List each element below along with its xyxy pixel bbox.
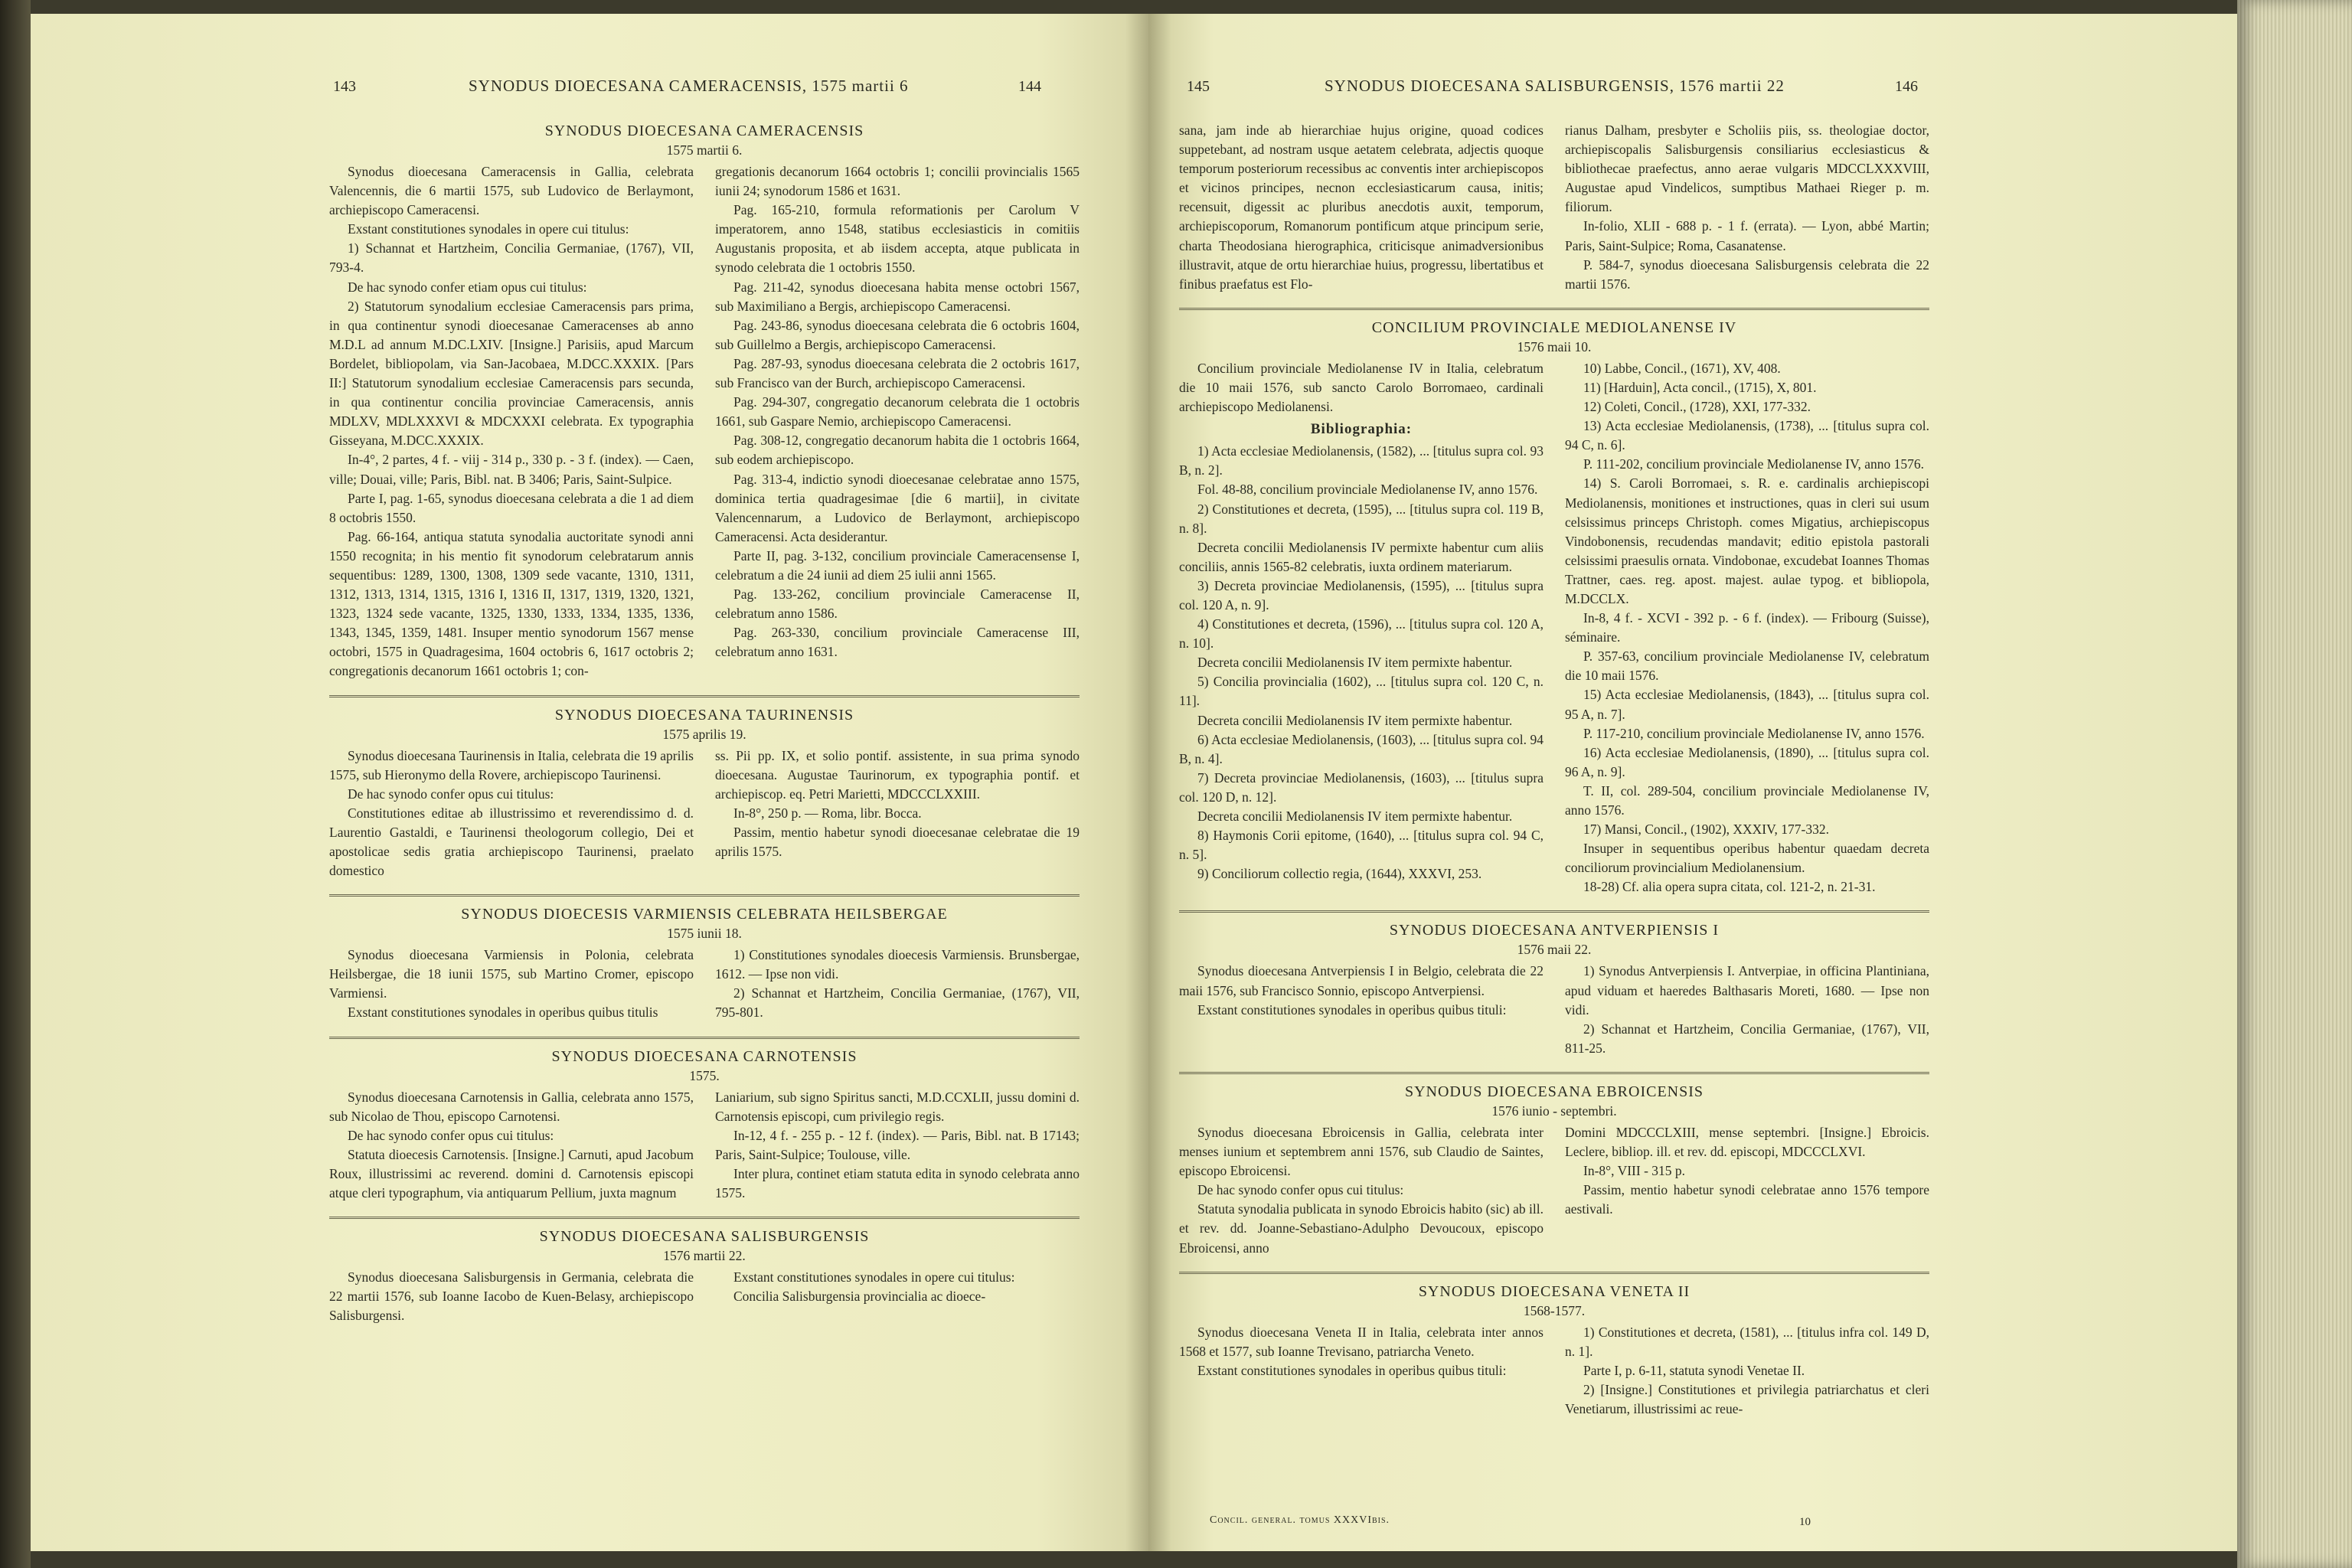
column-left	[1179, 1323, 1544, 1419]
gathering-number: 10	[1799, 1516, 1811, 1528]
paragraph: Pag. 165-210, formula reformationis per Carolum V imperatorem, anno 1548, statibus ecclesiasticis in comitiis Augustanis proposita, et ab iisdem accepta, atque publicata in synodo celebrata die 1 octobris 1550.	[715, 202, 1080, 276]
section-divider	[1179, 1272, 1929, 1274]
synod-section	[329, 121, 1080, 681]
paragraph: Pag. 211-42, synodus dioecesana habita mense octobri 1567, sub Maximiliano a Bergis, archiepiscopo Cameracensi.	[715, 279, 1080, 314]
paragraph: sana, jam inde ab hierarchiae hujus origine, quoad codices suppetebant, ad nostram usque aetatem celebrata, adjectis quoque temporum posteriorum recessibus ac conventis inter archiepiscopos et vicinos principes, necnon ecclesiasticarum causa, initis; recensuit, digessit ac pluribus anecdotis auxit, temporum, archiepiscoporum, Romanorum pontificum atque principum serie, charta Theodosiana hierographica, criticisque animadversionibus illustravit, atque de ortu hierarchiae huius, progressu, libertatibus et finibus praefatus est Flo-	[1179, 122, 1544, 292]
paragraph: Pag. 313-4, indictio synodi dioecesanae celebratae anno 1575, dominica tertia quadragesimae [die 6 martii], in civitate Valencennarum, a Ludovico de Berlaymont, archiepiscopo Cameracensi. Acta desiderantur.	[715, 471, 1080, 544]
paragraph: Pag. 243-86, synodus dioecesana celebrata die 6 octobris 1604, sub Guillelmo a Bergis, archiepiscopo Cameracensi.	[715, 317, 1080, 352]
left-running-head: SYNODUS DIOECESANA CAMERACENSIS, 1575 martii 6	[469, 77, 909, 95]
column-right	[1565, 121, 1929, 294]
paragraph: 2) Constitutiones et decreta, (1595), ... [titulus supra col. 119 B, n. 8].	[1179, 501, 1544, 536]
gathering-signature: Concil. general. tomus XXXVIbis.	[1210, 1514, 1390, 1526]
paragraph: 4) Constitutiones et decreta, (1596), ... [titulus supra col. 120 A, n. 10].	[1179, 616, 1544, 652]
right-text-block	[1179, 121, 1929, 1432]
section-date: 1576 martii 22.	[663, 1248, 746, 1264]
section-date: 1576 iunio - septembri.	[1491, 1102, 1617, 1119]
paragraph: Statuta dioecesis Carnotensis. [Insigne.] Carnuti, apud Jacobum Roux, illustrissimi ac reverend. domini d. Carnotensis episcopi atque cleri typographum, via antiquarum Pellium, juxta magnum	[329, 1146, 694, 1201]
paragraph: Synodus dioecesana Antverpiensis I in Belgio, celebrata die 22 maii 1576, sub Francisco Sonnio, episcopo Antverpiensi.	[1179, 963, 1544, 998]
paragraph: 7) Decreta provinciae Mediolanensis, (1603), ... [titulus supra col. 120 D, n. 12].	[1179, 769, 1544, 805]
paragraph: De hac synodo confer opus cui titulus:	[348, 1127, 554, 1143]
section-date: 1575.	[689, 1067, 720, 1083]
section-date: 1576 maii 22.	[1517, 942, 1592, 958]
synod-section	[329, 904, 1080, 1022]
paragraph: 2) Statutorum synodalium ecclesiae Cameracensis pars prima, in qua continentur synodi dioecesanae Cameracenses ab anno M.D.L ad annum M.DC.LXIV. [Insigne.] Parisiis, apud Marcum Bordelet, bibliopolam, via San-Jacobaea, M.DCC.XXXIX. [Pars II:] Statutorum synodalium ecclesiae Cameracensis pars secunda, in qua continentur concilia provinciae Cameracensis, annis MDLXV, MDLXXXVI & MDCXXXI celebrata. Ex typographia Gisseyana, M.DCC.XXXIX.	[329, 298, 694, 449]
paragraph: 16) Acta ecclesiae Mediolanensis, (1890), ... [titulus supra col. 96 A, n. 9].	[1565, 744, 1929, 779]
paragraph: Concilia Salisburgensia provincialia ac dioece-	[733, 1289, 986, 1305]
synod-section	[1179, 1282, 1929, 1419]
paragraph: 11) [Harduin], Acta concil., (1715), X, 801.	[1583, 379, 1817, 395]
column-left	[329, 746, 694, 881]
column-left	[1179, 121, 1544, 294]
paragraph: Parte II, pag. 3-132, concilium provinciale Cameracensense I, celebratum a die 24 iunii ad diem 25 iulii anni 1565.	[715, 547, 1080, 583]
paragraph: In-12, 4 f. - 255 p. - 12 f. (index). — Paris, Bibl. nat. B 17143; Paris, Saint-Sulpice; Toulouse, ville.	[715, 1127, 1080, 1162]
section-divider	[1179, 1072, 1929, 1074]
binding-edge	[0, 0, 31, 1568]
paragraph: De hac synodo confer etiam opus cui titulus:	[348, 279, 587, 295]
left-page-number-inner: 144	[1018, 78, 1041, 95]
synod-section	[1179, 920, 1929, 1057]
paragraph: Exstant constitutiones synodales in opere cui titulus:	[733, 1269, 1015, 1285]
paragraph: 1) Constitutiones synodales dioecesis Varmiensis. Brunsbergae, 1612. — Ipse non vidi.	[715, 947, 1080, 982]
section-date: 1568-1577.	[1523, 1302, 1586, 1318]
section-divider	[329, 695, 1080, 697]
section-title: SYNODUS DIOECESANA EBROICENSIS	[1404, 1083, 1704, 1100]
column-right	[1565, 962, 1929, 1057]
paragraph: Exstant constitutiones synodales in operibus quibus tituli:	[1197, 1001, 1507, 1018]
section-title: SYNODUS DIOECESANA TAURINENSIS	[554, 706, 854, 724]
paragraph: Synodus dioecesana Salisburgensis in Germania, celebrata die 22 martii 1576, sub Ioanne Iacobo de Kuen-Belasy, archiepiscopo Salisburgensi.	[329, 1269, 694, 1324]
column-right	[715, 946, 1080, 1022]
column-left	[1179, 1123, 1544, 1258]
right-page-number-inner: 145	[1187, 78, 1210, 95]
paragraph: Decreta concilii Mediolanensis IV item permixte habentur.	[1197, 808, 1513, 824]
paragraph: Fol. 48-88, concilium provinciale Mediolanense IV, anno 1576.	[1197, 482, 1538, 498]
paragraph: Decreta concilii Mediolanensis IV item permixte habentur.	[1197, 712, 1513, 728]
section-divider	[329, 1217, 1080, 1219]
paragraph: 1) Constitutiones et decreta, (1581), ... [titulus infra col. 149 D, n. 1].	[1565, 1324, 1929, 1359]
paragraph: Synodus dioecesana Taurinensis in Italia, celebrata die 19 aprilis 1575, sub Hieronymo della Rovere, archiepiscopo Taurinensi.	[329, 747, 694, 782]
paragraph: Decreta concilii Mediolanensis IV permixte habentur cum aliis conciliis, annis 1565-82 celebratis, iuxta ordinem materiarum.	[1179, 539, 1544, 574]
section-date: 1576 maii 10.	[1517, 338, 1592, 354]
paragraph: 10) Labbe, Concil., (1671), XV, 408.	[1583, 360, 1781, 376]
paragraph: Synodus dioecesana Veneta II in Italia, celebrata inter annos 1568 et 1577, sub Ioanne Trevisano, patriarcha Veneto.	[1179, 1324, 1544, 1359]
paragraph: 14) S. Caroli Borromaei, s. R. e. cardinalis archiepiscopi Mediolanensis, monitiones et instructiones, quas in cleri sui usum celsissimus princeps Christoph. comes Migatius, archiepiscopus Vindobonensis, recudendas mandavit; editio epistola pastorali celsissimi praesulis ornata. Vindobonae, excudebat Ioannes Thomas Trattner, caes. reg. apost. majest. aulae typog. et bibliopola, M.DCCLX.	[1565, 475, 1929, 606]
section-title: SYNODUS DIOECESANA ANTVERPIENSIS I	[1389, 922, 1720, 939]
paragraph: Parte I, pag. 1-65, synodus dioecesana celebrata a die 1 ad diem 8 octobris 1550.	[329, 490, 694, 525]
paragraph: Constitutiones editae ab illustrissimo et reverendissimo d. d. Laurentio Gastaldi, e Taurinensi theologorum collegio, Dei et apostolicae sedis gratia archiepiscopo Taurinensi, praelato domestico	[329, 805, 694, 879]
column-right	[1565, 359, 1929, 897]
column-right	[715, 1268, 1080, 1325]
paragraph: Exstant constitutiones synodales in operibus quibus tituli:	[1197, 1362, 1507, 1378]
left-page	[31, 14, 1148, 1551]
paragraph: Passim, mentio habetur synodi celebratae anno 1576 tempore aestivali.	[1565, 1182, 1929, 1217]
paragraph: Synodus dioecesana Cameracensis in Gallia, celebrata Valencennis, die 6 martii 1575, sub Ludovico de Berlaymont, archiepiscopo Cameracensi.	[329, 164, 694, 218]
paragraph: Synodus dioecesana Carnotensis in Gallia, celebrata anno 1575, sub Nicolao de Thou, episcopo Carnotensi.	[329, 1089, 694, 1124]
paragraph: 17) Mansi, Concil., (1902), XXXIV, 177-332.	[1583, 822, 1829, 838]
paragraph: De hac synodo confer opus cui titulus:	[348, 786, 554, 802]
paragraph: Decreta concilii Mediolanensis IV item permixte habentur.	[1197, 655, 1513, 671]
continuation-section	[1179, 121, 1929, 294]
paragraph: P. 357-63, concilium provinciale Mediolanense IV, celebratum die 10 maii 1576.	[1565, 648, 1929, 684]
section-title: SYNODUS DIOECESIS VARMIENSIS CELEBRATA HEILSBERGAE	[461, 906, 948, 923]
left-page-number-outer: 143	[333, 78, 356, 95]
paragraph: P. 584-7, synodus dioecesana Salisburgensis celebrata die 22 martii 1576.	[1565, 256, 1929, 292]
paragraph: 1) Acta ecclesiae Mediolanensis, (1582), ... [titulus supra col. 93 B, n. 2].	[1179, 443, 1544, 479]
paragraph: T. II, col. 289-504, concilium provinciale Mediolanense IV, anno 1576.	[1565, 782, 1929, 818]
paragraph: Insuper in sequentibus operibus habentur quaedam decreta conciliorum provincialium Mediolanensium.	[1565, 841, 1929, 876]
paragraph: 9) Conciliorum collectio regia, (1644), XXXVI, 253.	[1197, 866, 1482, 882]
section-divider	[329, 894, 1080, 897]
column-left	[329, 1088, 694, 1204]
paragraph: Pag. 287-93, synodus dioecesana celebrata die 2 octobris 1617, sub Francisco van der Burch, archiepiscopo Cameracensi.	[715, 355, 1080, 391]
paragraph: gregationis decanorum 1664 octobris 1; concilii provincialis 1565 iunii 24; synodorum 1586 et 1631.	[715, 164, 1080, 199]
column-right	[1565, 1123, 1929, 1258]
paragraph: In-4°, 2 partes, 4 f. - viij - 314 p., 330 p. - 3 f. (index). — Caen, ville; Douai, ville; Paris, Bibl. nat. B 3406; Paris, Saint-Sulpice.	[329, 452, 694, 487]
paragraph: 2) [Insigne.] Constitutiones et privilegia patriarchatus et cleri Venetiarum, illustrissimi ac reue-	[1565, 1381, 1929, 1416]
column-right	[715, 1088, 1080, 1204]
paragraph: In-8, 4 f. - XCVI - 392 p. - 6 f. (index). — Fribourg (Suisse), séminaire.	[1565, 610, 1929, 645]
paragraph: Domini MDCCCLXIII, mense septembri. [Insigne.] Ebroicis. Leclere, bibliop. ill. et rev. dd. episcopi, MDCCCLXVI.	[1565, 1124, 1929, 1160]
column-left	[329, 162, 694, 681]
paragraph: rianus Dalham, presbyter e Scholiis piis, ss. theologiae doctor, archiepiscopalis Salisburgensis consiliarius ecclesiasticus & bibliothecae praefectus, anno aerae vulgaris MDCCLXXXVIII, Augustae apud Vindelicos, sumptibus Mathaei Rieger p. m. filiorum.	[1565, 122, 1929, 215]
synod-section	[329, 1227, 1080, 1325]
paragraph: 18-28) Cf. alia opera supra citata, col. 121-2, n. 21-31.	[1583, 879, 1876, 895]
paragraph: 5) Concilia provincialia (1602), ... [titulus supra col. 120 C, n. 11].	[1179, 674, 1544, 709]
paragraph: 6) Acta ecclesiae Mediolanensis, (1603), ... [titulus supra col. 94 B, n. 4].	[1179, 731, 1544, 766]
paragraph: Exstant constitutiones synodales in operibus quibus titulis	[348, 1004, 658, 1021]
paragraph: In-folio, XLII - 688 p. - 1 f. (errata). — Lyon, abbé Martin; Paris, Saint-Sulpice; Roma, Casanatense.	[1565, 218, 1929, 253]
section-date: 1575 martii 6.	[666, 142, 743, 158]
page-stack-edge	[2237, 0, 2352, 1568]
paragraph: 1) Schannat et Hartzheim, Concilia Germaniae, (1767), VII, 793-4.	[329, 240, 694, 276]
right-running-head: SYNODUS DIOECESANA SALISBURGENSIS, 1576 martii 22	[1325, 77, 1785, 95]
paragraph: P. 117-210, concilium provinciale Mediolanense IV, anno 1576.	[1583, 725, 1925, 741]
section-divider	[1179, 308, 1929, 310]
section-title: SYNODUS DIOECESANA VENETA II	[1418, 1282, 1690, 1300]
right-page	[1148, 14, 2237, 1551]
paragraph: 1) Synodus Antverpiensis I. Antverpiae, in officina Plantiniana, apud viduam et haeredes Balthasaris Moreti, 1680. — Ipse non vidi.	[1565, 963, 1929, 1018]
synod-section	[1179, 318, 1929, 897]
section-title: SYNODUS DIOECESANA CAMERACENSIS	[544, 122, 864, 139]
paragraph: Laniarium, sub signo Spiritus sancti, M.D.CCXLII, jussu domini d. Carnotensis episcopi, cum privilegio regis.	[715, 1089, 1080, 1124]
synod-section	[329, 1047, 1080, 1204]
paragraph: Synodus dioecesana Varmiensis in Polonia, celebrata Heilsbergae, die 18 iunii 1575, sub Martino Cromer, episcopo Varmiensi.	[329, 947, 694, 1001]
section-divider	[1179, 910, 1929, 913]
column-right	[1565, 1323, 1929, 1419]
paragraph: ss. Pii pp. IX, et solio pontif. assistente, in sua prima synodo dioecesana. Augustae Taurinorum, ex typographia pontif. et archiepiscop. eq. Petri Marietti, MDCCCLXXIII.	[715, 747, 1080, 802]
paragraph: P. 111-202, concilium provinciale Mediolanense IV, anno 1576.	[1583, 456, 1925, 472]
synod-section	[329, 705, 1080, 881]
left-text-block	[329, 121, 1080, 1339]
section-date: 1575 aprilis 19.	[662, 726, 746, 742]
paragraph: Pag. 263-330, concilium provinciale Cameracense III, celebratum anno 1631.	[715, 625, 1080, 660]
paragraph: Exstant constitutiones synodales in opere cui titulus:	[348, 221, 629, 237]
paragraph: In-8°, VIII - 315 p.	[1583, 1163, 1686, 1179]
paragraph: Passim, mentio habetur synodi dioecesanae celebratae die 19 aprilis 1575.	[715, 824, 1080, 859]
paragraph: 13) Acta ecclesiae Mediolanensis, (1738), ... [titulus supra col. 94 C, n. 6].	[1565, 418, 1929, 453]
column-left	[329, 946, 694, 1022]
paragraph: Concilium provinciale Mediolanense IV in Italia, celebratum die 10 maii 1576, sub sancto Carolo Borromaeo, cardinali archiepiscopo Mediolanensi.	[1179, 360, 1544, 415]
column-left	[1179, 359, 1544, 897]
column-right	[715, 746, 1080, 881]
synod-section	[1179, 1082, 1929, 1258]
paragraph: 8) Haymonis Corii epitome, (1640), ... [titulus supra col. 94 C, n. 5].	[1179, 828, 1544, 863]
paragraph: In-8°, 250 p. — Roma, libr. Bocca.	[733, 805, 922, 821]
paragraph: Pag. 294-307, congregatio decanorum celebrata die 1 octobris 1661, sub Gaspare Nemio, archiepiscopo Cameracensi.	[715, 394, 1080, 430]
section-title: SYNODUS DIOECESANA SALISBURGENSIS	[539, 1228, 870, 1246]
column-right	[715, 162, 1080, 681]
right-page-number-outer: 146	[1895, 78, 1918, 95]
paragraph: 3) Decreta provinciae Mediolanensis, (1595), ... [titulus supra col. 120 A, n. 9].	[1179, 577, 1544, 612]
section-date: 1575 iunii 18.	[667, 926, 742, 942]
paragraph: 2) Schannat et Hartzheim, Concilia Germaniae, (1767), VII, 811-25.	[1565, 1021, 1929, 1056]
paragraph: Parte I, p. 6-11, statuta synodi Venetae II.	[1583, 1362, 1805, 1378]
bibliography-heading: Bibliographia:	[1310, 421, 1413, 438]
paragraph: De hac synodo confer opus cui titulus:	[1197, 1182, 1404, 1198]
paragraph: 2) Schannat et Hartzheim, Concilia Germaniae, (1767), VII, 795-801.	[715, 985, 1080, 1021]
column-left	[1179, 962, 1544, 1057]
paragraph: 12) Coleti, Concil., (1728), XXI, 177-332.	[1583, 399, 1811, 415]
paragraph: Pag. 308-12, congregatio decanorum habita die 1 octobris 1664, sub eodem archiepiscopo.	[715, 433, 1080, 468]
section-title: SYNODUS DIOECESANA CARNOTENSIS	[551, 1047, 858, 1065]
paragraph: 15) Acta ecclesiae Mediolanensis, (1843), ... [titulus supra col. 95 A, n. 7].	[1565, 687, 1929, 722]
paragraph: Pag. 133-262, concilium provinciale Cameracense II, celebratum anno 1586.	[715, 586, 1080, 622]
paragraph: Inter plura, continet etiam statuta edita in synodo celebrata anno 1575.	[715, 1165, 1080, 1201]
column-left	[329, 1268, 694, 1325]
section-divider	[329, 1037, 1080, 1039]
section-title: CONCILIUM PROVINCIALE MEDIOLANENSE IV	[1371, 318, 1737, 336]
paragraph: Pag. 66-164, antiqua statuta synodalia auctoritate synodi anni 1550 recognita; in his mentio fit synodorum celebratarum annis sequentibus: 1289, 1300, 1308, 1309 sede vacante, 1310, 1311, 1312, 1313, 1314, 1315, 1316 I, 1316 II, 1317, 1319, 1320, 1321, 1323, 1324 sede vacante, 1325, 1330, 1333, 1334, 1335, 1336, 1343, 1345, 1359, 1481. Insuper mentio synodorum 1567 mense octobri, 1575 in Quadragesima, 1604 octobris 6, 1617 octobris 2; congregationis decanorum 1661 octobris 1; con-	[329, 528, 694, 679]
book-gutter	[1125, 14, 1171, 1551]
paragraph: Synodus dioecesana Ebroicensis in Gallia, celebrata inter menses iunium et septembrem anni 1576, sub Claudio de Saintes, episcopo Ebroicensi.	[1179, 1124, 1544, 1179]
paragraph: Statuta synodalia publicata in synodo Ebroicis habito (sic) ab ill. et rev. dd. Joanne-Sebastiano-Adulpho Devoucoux, episcopo Ebroicensi, anno	[1179, 1201, 1544, 1256]
